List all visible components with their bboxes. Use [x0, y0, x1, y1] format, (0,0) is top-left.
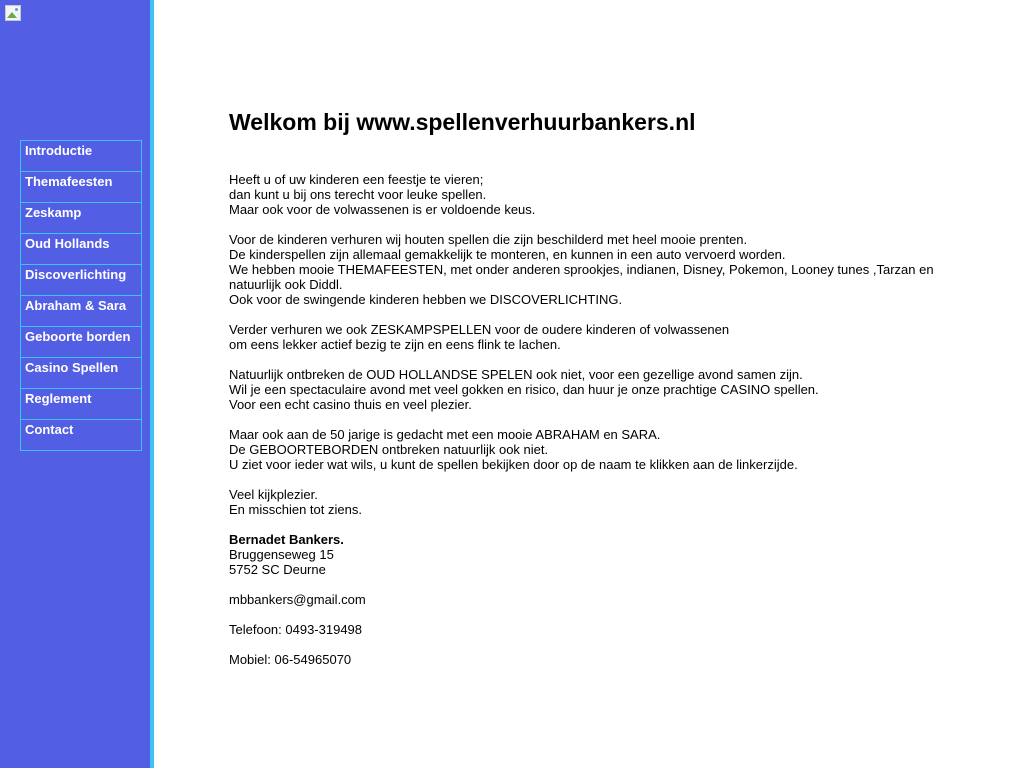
- text-line: dan kunt u bij ons terecht voor leuke spellen.: [229, 187, 487, 202]
- text-line: Wil je een spectaculaire avond met veel gokken en risico, dan huur je onze prachtige CASINO spellen.: [229, 382, 819, 397]
- contact-email: mbbankers@gmail.com: [229, 592, 366, 607]
- zeskamp-paragraph: [229, 322, 989, 352]
- text-line: Voor een echt casino thuis en veel plezier.: [229, 397, 472, 412]
- text-line: Ook voor de swingende kinderen hebben we DISCOVERLICHTING.: [229, 292, 623, 307]
- text-line: Voor de kinderen verhuren wij houten spellen die zijn beschilderd met heel mooie prenten.: [229, 232, 748, 247]
- nav-item-geboorte-borden[interactable]: Geboorte borden: [21, 327, 141, 358]
- contact-email-block: [229, 592, 989, 607]
- text-line: De GEBOORTEBORDEN ontbreken natuurlijk ook niet.: [229, 442, 549, 457]
- broken-image-icon: [5, 5, 21, 21]
- text-line: We hebben mooie THEMAFEESTEN, met onder anderen sprookjes, indianen, Disney, Pokemon, Looney tunes ,Tarzan en: [229, 262, 934, 277]
- contact-mobile-block: [229, 652, 989, 667]
- intro-paragraph: [229, 172, 989, 217]
- nav-item-oud-hollands[interactable]: Oud Hollands: [21, 234, 141, 265]
- contact-street: Bruggenseweg 15: [229, 547, 334, 562]
- nav-item-discoverlichting[interactable]: Discoverlichting: [21, 265, 141, 296]
- abraham-paragraph: [229, 427, 989, 472]
- text-line: om eens lekker actief bezig te zijn en eens flink te lachen.: [229, 337, 561, 352]
- nav-item-contact[interactable]: Contact: [25, 422, 74, 437]
- nav-item-reglement[interactable]: Reglement: [21, 389, 141, 420]
- text-line: Verder verhuren we ook ZESKAMPSPELLEN voor de oudere kinderen of volwassenen: [229, 322, 730, 337]
- nav-item-zeskamp[interactable]: Zeskamp: [21, 203, 141, 234]
- page-title: Welkom bij www.spellenverhuurbankers.nl: [229, 109, 696, 135]
- contact-address: [229, 532, 989, 577]
- sidebar: [0, 0, 150, 768]
- sidebar-nav: [20, 140, 142, 451]
- text-line: Maar ook aan de 50 jarige is gedacht met een mooie ABRAHAM en SARA.: [229, 427, 661, 442]
- kids-paragraph: [229, 232, 989, 307]
- contact-mobile: Mobiel: 06-54965070: [229, 652, 352, 667]
- nav-item-themafeesten[interactable]: Themafeesten: [21, 172, 141, 203]
- closing-paragraph: [229, 487, 989, 517]
- contact-phone: Telefoon: 0493-319498: [229, 622, 363, 637]
- text-line: U ziet voor ieder wat wils, u kunt de spellen bekijken door op de naam te klikken aan de linkerzijde.: [229, 457, 798, 472]
- sidebar-divider: [150, 0, 154, 768]
- main-content: [229, 108, 989, 682]
- nav-item-introductie[interactable]: Introductie: [21, 141, 141, 172]
- contact-city: 5752 SC Deurne: [229, 562, 326, 577]
- text-line: De kinderspellen zijn allemaal gemakkelijk te monteren, en kunnen in een auto vervoerd worden.: [229, 247, 786, 262]
- text-line: Maar ook voor de volwassenen is er voldoende keus.: [229, 202, 536, 217]
- text-line: Heeft u of uw kinderen een feestje te vieren;: [229, 172, 484, 187]
- contact-phone-block: [229, 622, 989, 637]
- text-line: Veel kijkplezier.: [229, 487, 318, 502]
- oud-hollands-paragraph: [229, 367, 989, 412]
- text-line: natuurlijk ook Diddl.: [229, 277, 343, 292]
- nav-item-abraham-sara[interactable]: Abraham & Sara: [21, 296, 141, 327]
- contact-name: Bernadet Bankers.: [229, 532, 344, 547]
- text-line: Natuurlijk ontbreken de OUD HOLLANDSE SPELEN ook niet, voor een gezellige avond samen zijn.: [229, 367, 803, 382]
- nav-item-casino-spellen[interactable]: Casino Spellen: [21, 358, 141, 389]
- text-line: En misschien tot ziens.: [229, 502, 362, 517]
